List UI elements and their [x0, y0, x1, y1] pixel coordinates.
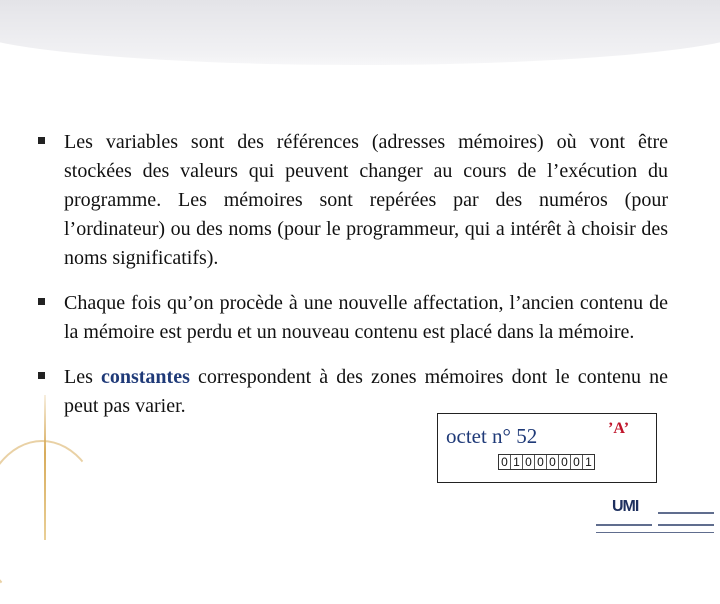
octet-label: octet n° 52 — [446, 424, 538, 448]
bullet-text-end: correspondent à des zones mémoires dont le contenu ne peut pas varier. — [64, 366, 668, 417]
bit-cell: 1 — [511, 455, 523, 469]
square-bullet-icon — [38, 372, 45, 379]
bit-cell: 0 — [535, 455, 547, 469]
slide-content — [38, 128, 668, 437]
square-bullet-icon — [38, 298, 45, 305]
logo-arabic-text-line — [658, 512, 714, 514]
logo-underline — [596, 524, 652, 526]
bit-cell: 0 — [523, 455, 535, 469]
logo-arabic-text-line — [658, 524, 714, 526]
char-value: ’A’ — [608, 420, 630, 437]
bit-cell: 0 — [547, 455, 559, 469]
square-bullet-icon — [38, 137, 45, 144]
memory-cell-diagram — [437, 413, 657, 483]
logo-caption-line — [596, 532, 714, 533]
bit-cell: 0 — [571, 455, 583, 469]
header-banner-fade — [0, 55, 720, 95]
bit-cell: 0 — [499, 455, 511, 469]
keyword-constantes: constantes — [100, 366, 190, 388]
bit-cell: 1 — [585, 455, 592, 469]
bullet-text: Chaque fois qu’on procède à une nouvelle affectation, l’ancien contenu de la mémoire est perdu et un nouveau contenu est placé dans la mémoire. — [64, 292, 668, 343]
bullet-text: Les variables sont des références (adresses mémoires) où vont être stockées des valeurs qui peuvent changer au cours de l’exécution du programme. Les mémoires sont repérées par des numéros (pour l’ordinateur) ou des noms (pour le programmeur, qui a intérêt à choisir des noms significatifs). — [64, 131, 668, 269]
logo-mark: UMI — [612, 498, 639, 515]
bullet-item-variables — [38, 128, 668, 273]
bullet-item-affectation — [38, 289, 668, 347]
bullet-text-start: Les — [64, 366, 101, 388]
bit-row — [498, 454, 595, 470]
bit-cell: 0 — [559, 455, 571, 469]
university-logo — [596, 498, 718, 538]
gold-decoration-arc — [0, 440, 104, 604]
